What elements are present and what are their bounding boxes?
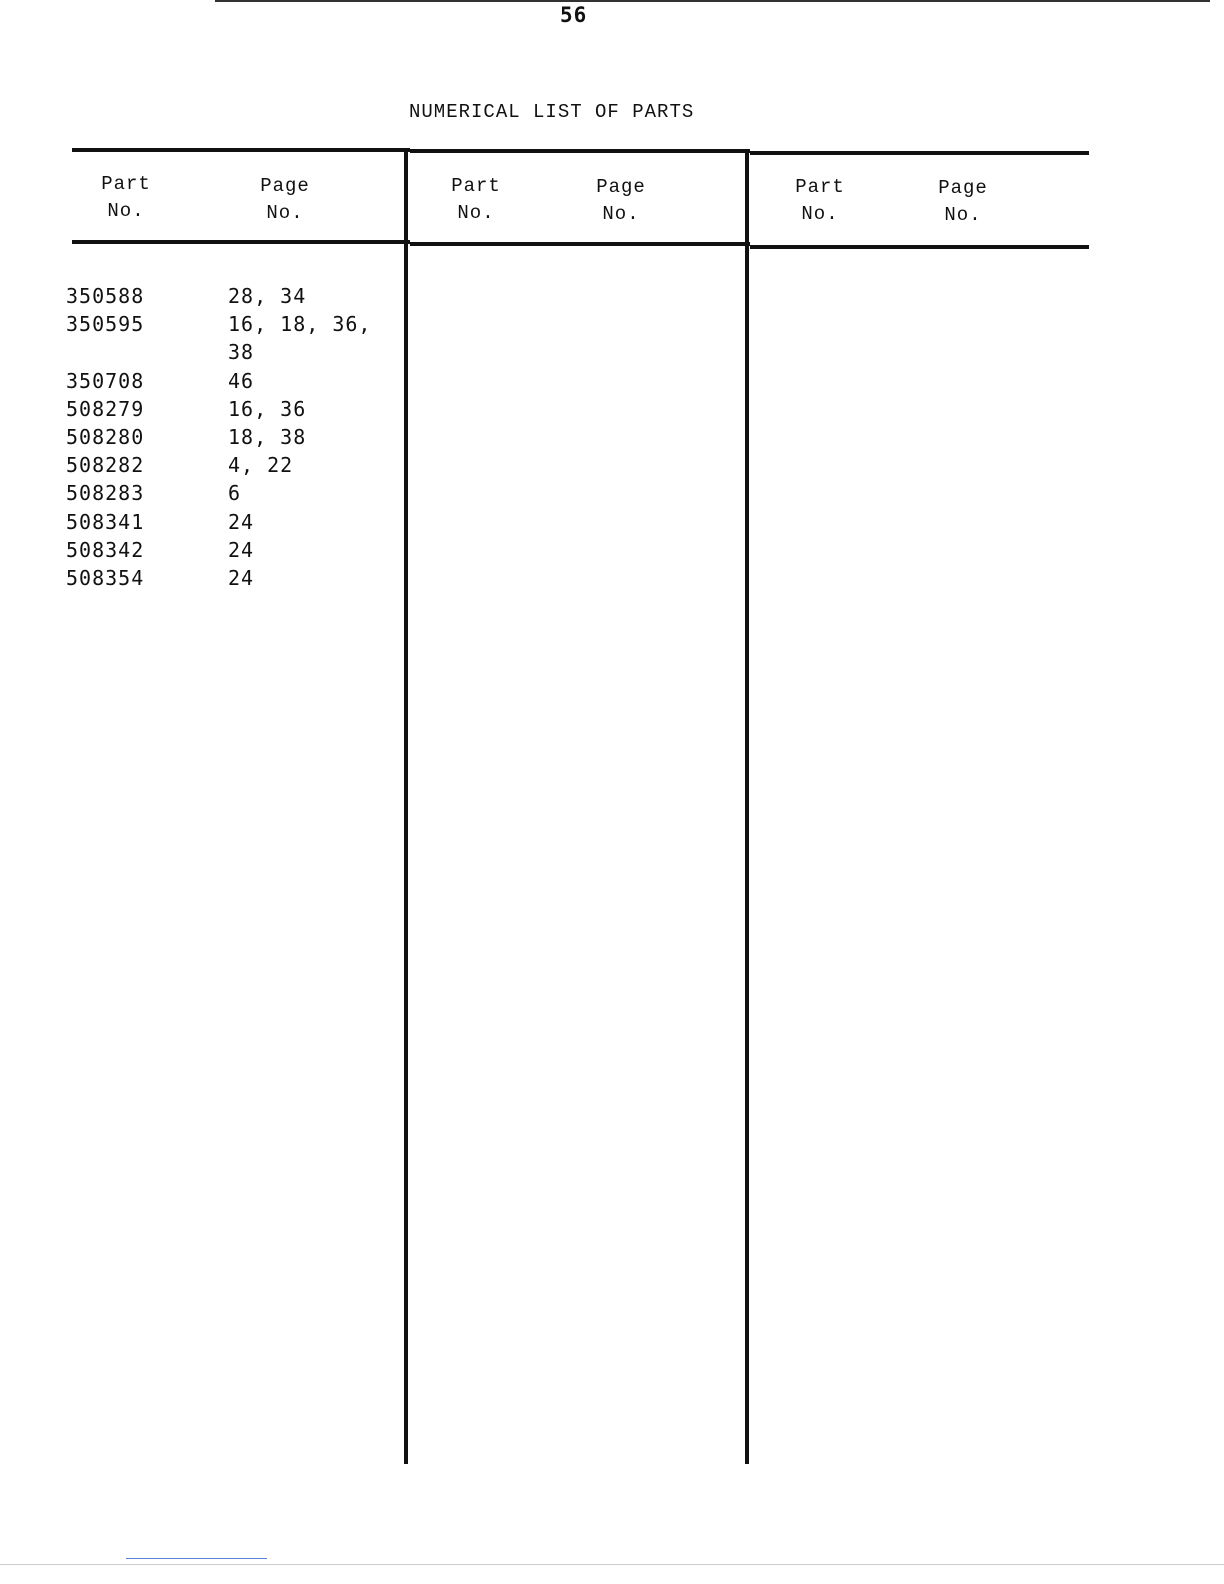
- parts-list: [66, 282, 398, 592]
- part-number: 350588: [66, 284, 145, 308]
- part-number: 508354: [66, 566, 145, 591]
- page-numbers: 46: [228, 368, 255, 393]
- header-text: No.: [457, 202, 495, 224]
- table-row: [66, 536, 398, 564]
- footer-link-underline: [126, 1558, 267, 1559]
- page-title: NUMERICAL LIST OF PARTS: [409, 101, 695, 123]
- table-row: [66, 564, 398, 592]
- part-number: 350595: [66, 312, 145, 337]
- header-text: No.: [602, 203, 640, 225]
- column-divider-1: [404, 149, 408, 1464]
- header-text: No.: [944, 204, 982, 226]
- table-row: [66, 282, 398, 310]
- header-text: No.: [266, 202, 304, 224]
- footer-rule: [0, 1564, 1224, 1565]
- table-row: [66, 508, 398, 536]
- table-row: [66, 423, 398, 451]
- header-text: Page: [938, 177, 988, 199]
- part-number: 508280: [66, 425, 145, 450]
- page-number: 56: [560, 3, 588, 27]
- part-number: 508282: [66, 453, 145, 478]
- page-numbers: 16, 36: [228, 396, 307, 421]
- part-number: 508279: [66, 396, 145, 421]
- column-1-page-header: [243, 173, 327, 227]
- table-row: [66, 367, 398, 395]
- header-text: No.: [801, 203, 839, 225]
- table-row: [66, 338, 398, 366]
- table-row: [66, 395, 398, 423]
- page-numbers: 4, 22: [228, 453, 294, 478]
- page-numbers: 24: [228, 566, 255, 591]
- header-text: Page: [260, 175, 310, 197]
- page-numbers: 28, 34: [228, 284, 307, 308]
- part-number: [66, 338, 228, 366]
- column-divider-2: [745, 150, 749, 1464]
- header-text: Part: [795, 176, 845, 198]
- header-text: Page: [596, 176, 646, 198]
- column-2-part-header: [434, 173, 518, 227]
- header-text: Part: [451, 175, 501, 197]
- column-3-page-header: [921, 175, 1005, 229]
- page-numbers: 24: [228, 509, 255, 534]
- page-numbers: 24: [228, 537, 255, 562]
- table-row: [66, 479, 398, 507]
- part-number: 508341: [66, 509, 145, 534]
- table-top-rule-1: [72, 148, 410, 152]
- header-text: No.: [107, 200, 145, 222]
- page-numbers: 38: [228, 340, 255, 365]
- top-rule: [215, 0, 1210, 2]
- table-top-rule-2: [410, 149, 750, 153]
- column-1-part-header: [84, 171, 168, 225]
- page-numbers: 6: [228, 481, 242, 506]
- header-bottom-rule-3: [750, 245, 1089, 249]
- header-text: Part: [101, 173, 151, 195]
- part-number: 508283: [66, 481, 145, 506]
- page-numbers: 16, 18, 36,: [228, 312, 372, 337]
- table-top-rule-3: [750, 151, 1089, 155]
- table-row: [66, 310, 398, 338]
- part-number: 350708: [66, 368, 145, 393]
- column-3-part-header: [778, 174, 862, 228]
- header-bottom-rule-1: [72, 240, 410, 244]
- part-number: 508342: [66, 537, 145, 562]
- page-numbers: 18, 38: [228, 425, 307, 450]
- column-2-page-header: [579, 174, 663, 228]
- table-row: [66, 451, 398, 479]
- header-bottom-rule-2: [410, 242, 750, 246]
